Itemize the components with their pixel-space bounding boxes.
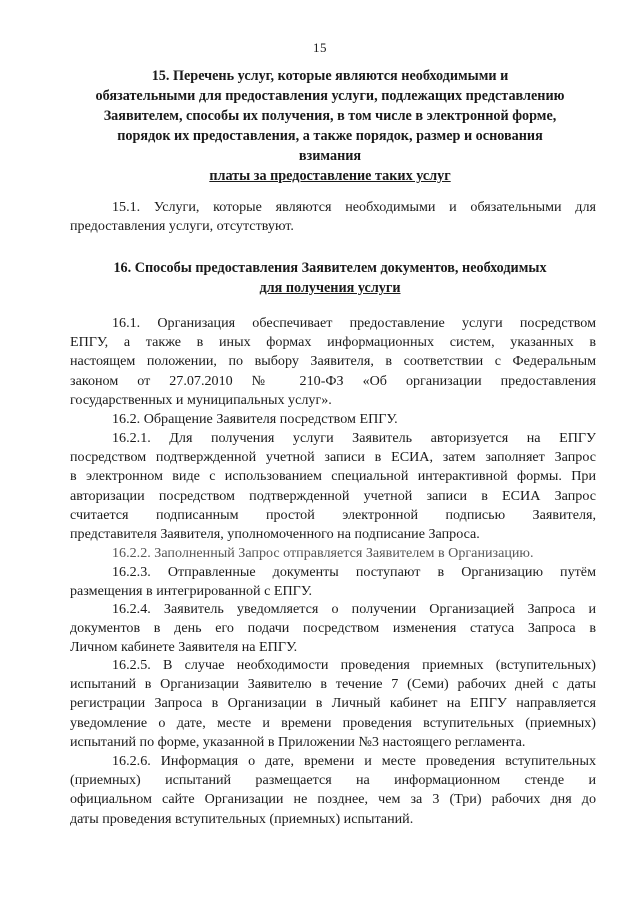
text-line: 16.2.4. Заявитель уведомляется о получении Организацией Запроса и — [112, 601, 596, 617]
text-line: предоставления услуги, отсутствуют. — [70, 218, 294, 235]
text-line: официальном сайте Организации не позднее, чем за 3 (Три) рабочих дня до — [70, 791, 596, 808]
text-line: ЕПГУ, а также в иных формах информационных систем, указанных в — [70, 334, 596, 351]
text-line: документов в день его подачи посредством изменения статуса Запроса в — [70, 620, 596, 637]
text-line: размещения в интегрированной с ЕПГУ. — [70, 583, 313, 600]
paragraph-16-2-5 — [70, 656, 596, 752]
section-15-heading — [60, 66, 600, 186]
text-line: испытаний в Организации Заявителю в течение 7 (Семи) рабочих дней с даты — [70, 676, 596, 693]
paragraph-16-2-2 — [70, 544, 596, 563]
text-line: 16.2.2. Заполненный Запрос отправляется Заявителем в Организацию. — [112, 545, 534, 561]
text-line: настоящем положении, по выбору Заявителя, в соответствии с Федеральным — [70, 353, 596, 370]
paragraph-16-2 — [70, 410, 596, 429]
text-line: Личном кабинете Заявителя на ЕПГУ. — [70, 639, 298, 656]
section-16-heading — [60, 258, 600, 298]
heading-line: порядок их предоставления, а также порядок, размер и основания — [117, 128, 543, 144]
text-line: государственных и муниципальных услуг». — [70, 391, 332, 408]
text-line: посредством подтвержденной учетной записи в ЕСИА, затем заполняет Запрос — [70, 449, 596, 466]
text-line: представителя Заявителя, уполномоченного на подписание Запроса. — [70, 526, 480, 543]
text-line: (приемных) испытаний размещается на информационном стенде и — [70, 772, 596, 789]
heading-line: взимания — [298, 148, 362, 164]
text-line: регистрации Запроса в Организации в Личный кабинет на ЕПГУ направляется — [70, 695, 596, 712]
text-line: уведомление о дате, месте и времени проведения вступительных (приемных) — [70, 714, 596, 731]
text-line: 16.1. Организация обеспечивает предоставление услуги посредством — [112, 315, 596, 331]
page-number: 15 — [313, 40, 327, 55]
paragraph-16-2-6 — [70, 752, 596, 829]
text-line: 16.2.3. Отправленные документы поступают в Организацию путём — [112, 564, 596, 580]
heading-line: 16. Способы предоставления Заявителем документов, необходимых — [113, 260, 547, 276]
text-line: законом от 27.07.2010 № 210-ФЗ «Об организации предоставления — [70, 372, 596, 389]
text-line: 16.2.6. Информация о дате, времени и месте проведения вступительных — [112, 753, 596, 769]
text-line: 16.2.1. Для получения услуги Заявитель авторизуется на ЕПГУ — [112, 430, 596, 446]
text-line: даты проведения вступительных (приемных) испытаний. — [70, 810, 414, 827]
paragraph-16-2-1 — [70, 429, 596, 544]
paragraph-15-1 — [70, 198, 596, 236]
heading-line: Заявителем, способы их получения, в том числе в электронной форме, — [103, 108, 557, 124]
paragraph-16-2-3 — [70, 563, 596, 601]
text-line: в электронном виде с использованием специальной интерактивной формы. При — [70, 468, 596, 485]
text-line: 15.1. Услуги, которые являются необходимыми и обязательными для — [112, 199, 596, 215]
text-line: авторизации посредством подтвержденной учетной записи в ЕСИА Запрос — [70, 487, 596, 504]
text-line: 16.2. Обращение Заявителя посредством ЕПГУ. — [112, 411, 398, 427]
text-line: 16.2.5. В случае необходимости проведения приемных (вступительных) — [112, 657, 596, 673]
text-line: испытаний по форме, указанной в Приложении №3 настоящего регламента. — [70, 733, 526, 750]
heading-line: 15. Перечень услуг, которые являются необходимыми и — [151, 68, 509, 84]
paragraph-16-2-4 — [70, 600, 596, 658]
text-line: считается подписанным простой электронной подписью Заявителя, — [70, 506, 596, 523]
heading-line: обязательными для предоставления услуги, подлежащих представлению — [95, 88, 565, 104]
heading-line: платы за предоставление таких услуг — [209, 168, 451, 184]
heading-line: для получения услуги — [259, 280, 401, 296]
paragraph-16-1 — [70, 314, 596, 410]
